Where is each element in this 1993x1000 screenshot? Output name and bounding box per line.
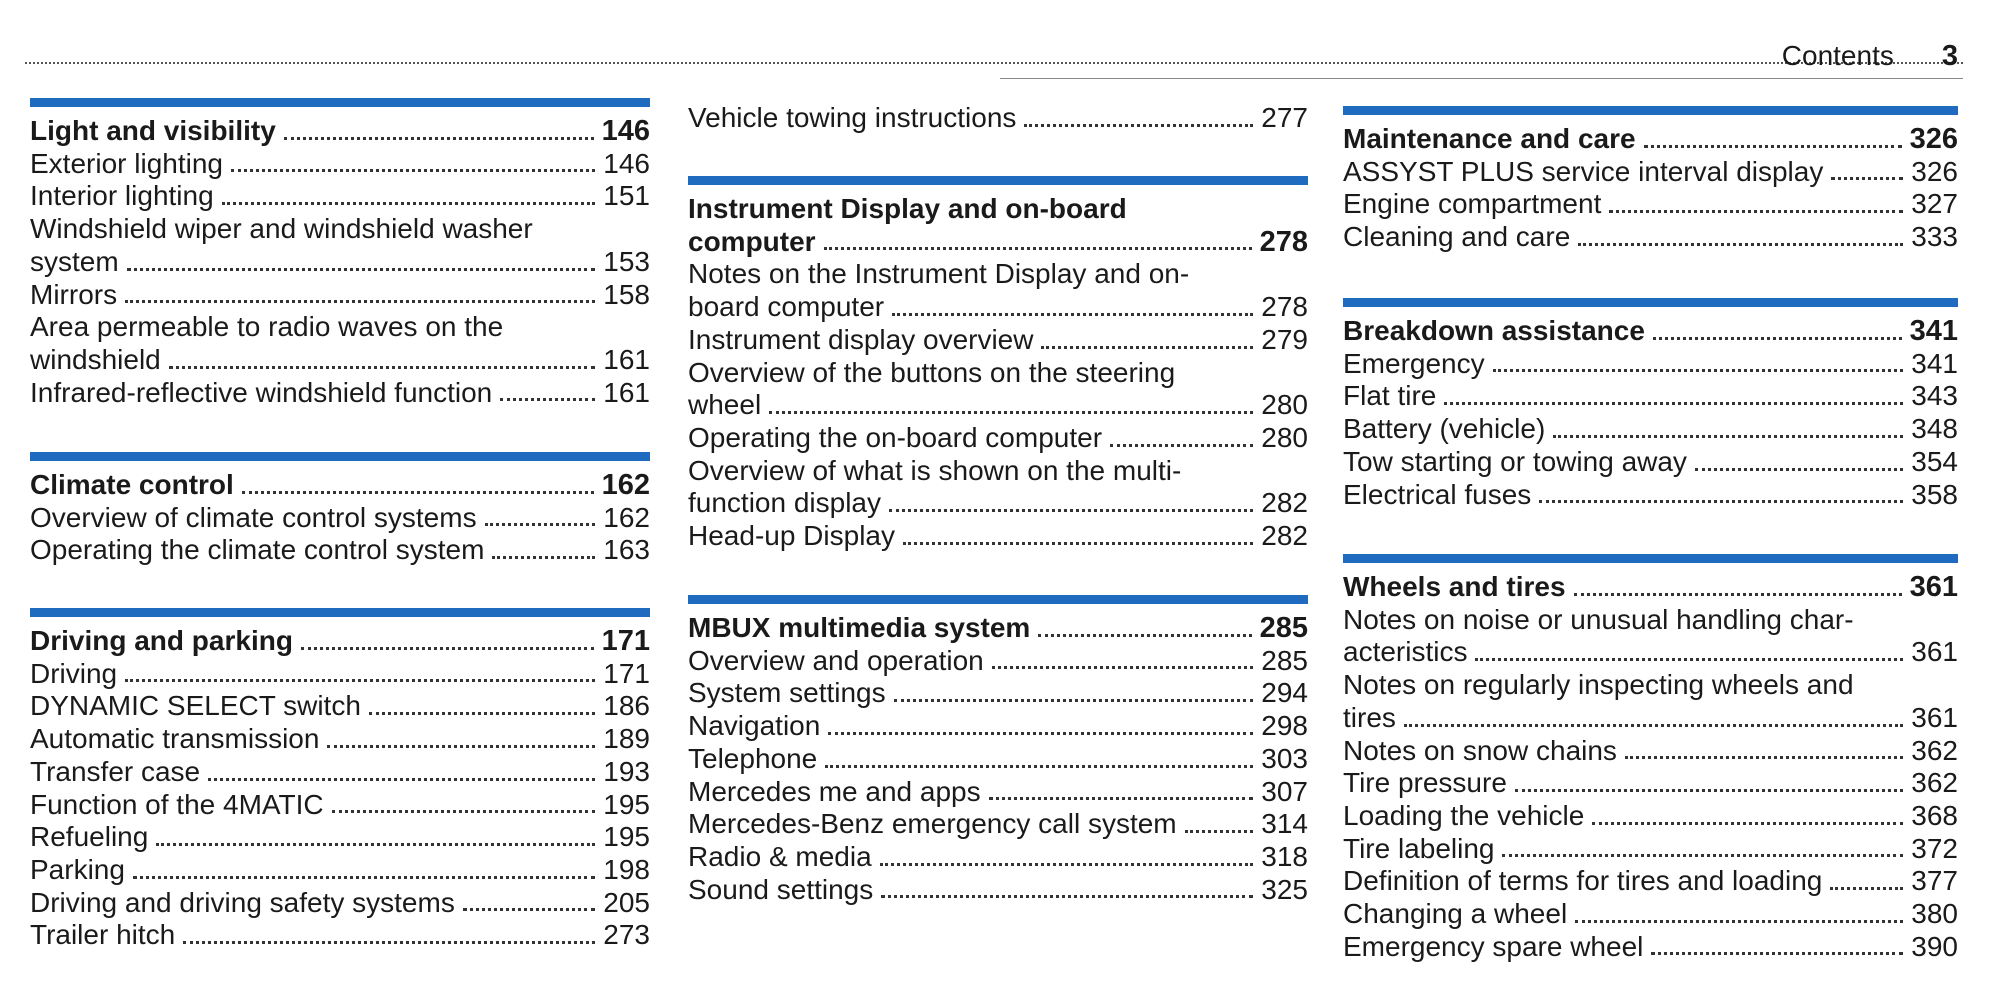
entry-title: Definition of terms for tires and loading [1343, 865, 1823, 897]
dot-leader [125, 679, 595, 682]
entry-page-number: 326 [1909, 123, 1958, 155]
entry-page-number: 163 [603, 534, 650, 566]
dot-leader [1404, 724, 1903, 727]
entry-title: Maintenance and care [1343, 123, 1636, 154]
dot-leader [492, 556, 595, 559]
dot-leader [769, 411, 1253, 414]
entry-page-number: 146 [601, 115, 650, 147]
dot-leader [824, 247, 1252, 250]
dot-leader [1574, 593, 1902, 596]
entry-title: Transfer case [30, 755, 201, 787]
toc-entry[interactable] [1343, 735, 1958, 768]
dot-leader [989, 797, 1254, 800]
toc-entry[interactable] [1343, 221, 1958, 254]
toc-entry[interactable] [1343, 479, 1958, 512]
entry-page-number: 162 [603, 501, 650, 533]
toc-entry[interactable] [30, 854, 650, 887]
dot-leader [284, 137, 594, 140]
section-divider-bar [30, 452, 650, 461]
dot-leader [1653, 337, 1902, 340]
dot-leader [485, 523, 596, 526]
dot-leader [1592, 822, 1903, 825]
toc-entry[interactable] [1343, 188, 1958, 221]
entry-title: wheel [688, 389, 762, 421]
dot-leader [1575, 920, 1903, 923]
entry-page-number: 377 [1911, 865, 1958, 897]
entry-page-number: 153 [603, 245, 650, 277]
toc-entry[interactable] [30, 756, 650, 789]
entry-page-number: 279 [1261, 323, 1308, 355]
dot-leader [222, 202, 596, 205]
toc-entry[interactable] [1343, 898, 1958, 931]
toc-entry[interactable] [688, 645, 1308, 678]
entry-title: Overview and operation [688, 644, 984, 676]
toc-entry[interactable] [1343, 380, 1958, 413]
entry-title: tires [1343, 701, 1396, 733]
entry-page-number: 343 [1911, 380, 1958, 412]
entry-title: Emergency [1343, 347, 1485, 379]
entry-page-number: 303 [1261, 742, 1308, 774]
toc-entry[interactable] [1343, 348, 1958, 381]
dot-leader [208, 778, 595, 781]
entry-title: Driving [30, 657, 118, 689]
entry-title: Breakdown assistance [1343, 315, 1645, 346]
toc-entry[interactable] [1343, 636, 1958, 669]
dot-leader [231, 169, 595, 172]
dot-leader [242, 491, 594, 494]
entry-page-number: 354 [1911, 445, 1958, 477]
entry-title: Mercedes me and apps [688, 775, 981, 807]
dot-leader [327, 745, 595, 748]
dot-leader [992, 666, 1254, 669]
dot-leader [1578, 243, 1903, 246]
entry-title: Telephone [688, 742, 818, 774]
entry-title: Engine compartment [1343, 188, 1602, 220]
toc-entry[interactable] [30, 789, 650, 822]
dot-leader [1539, 500, 1903, 503]
entry-title: Mercedes-Benz emergency call system [688, 808, 1177, 840]
toc-section [688, 595, 1308, 906]
entry-page-number: 314 [1261, 808, 1308, 840]
entry-page-number: 362 [1911, 767, 1958, 799]
toc-entry[interactable] [1343, 446, 1958, 479]
entry-page-number: 285 [1261, 644, 1308, 676]
toc-section [1343, 298, 1958, 511]
dot-leader [463, 908, 595, 911]
entry-title: Loading the vehicle [1343, 799, 1585, 831]
toc-entry[interactable] [30, 148, 650, 181]
page-number: 3 [1941, 40, 1958, 72]
toc-entry[interactable] [1343, 413, 1958, 446]
dot-leader [1830, 887, 1903, 890]
section-heading[interactable] [30, 115, 650, 148]
entry-title: Tire labeling [1343, 832, 1495, 864]
toc-entry-line[interactable]: Overview of what is shown on the multi- [688, 454, 1182, 486]
entry-title: Instrument display overview [688, 323, 1034, 355]
section-divider-bar [30, 608, 650, 617]
toc-entry[interactable] [30, 658, 650, 691]
toc-entry[interactable] [1343, 156, 1958, 189]
toc-entry-line[interactable]: Notes on the Instrument Display and on- [688, 258, 1190, 290]
entry-title: Radio & media [688, 840, 872, 872]
dot-leader [1185, 830, 1254, 833]
entry-title: Head-up Display [688, 520, 895, 552]
toc-entry-line[interactable]: Area permeable to radio waves on the [30, 311, 504, 343]
entry-page-number: 205 [603, 886, 650, 918]
entry-title: function display [688, 487, 882, 519]
entry-title: Refueling [30, 821, 149, 853]
header-rule-solid [1000, 78, 1963, 79]
entry-title: Emergency spare wheel [1343, 930, 1644, 962]
toc-entry[interactable] [30, 919, 650, 952]
entry-title: Driving and driving safety systems [30, 886, 455, 918]
dot-leader [1024, 124, 1253, 127]
toc-entry[interactable] [688, 776, 1308, 809]
dot-leader [1502, 854, 1903, 857]
toc-entry[interactable] [30, 887, 650, 920]
toc-entry[interactable] [688, 808, 1308, 841]
entry-title: Notes on snow chains [1343, 734, 1617, 766]
entry-title: Overview of climate control systems [30, 501, 477, 533]
section-divider-bar [1343, 106, 1958, 115]
entry-page-number: 171 [603, 657, 650, 689]
toc-entry[interactable] [688, 291, 1308, 324]
entry-title: Sound settings [688, 873, 874, 905]
entry-page-number: 278 [1261, 291, 1308, 323]
dot-leader [825, 765, 1253, 768]
dot-leader [183, 941, 595, 944]
entry-page-number: 390 [1911, 930, 1958, 962]
entry-page-number: 341 [1911, 347, 1958, 379]
entry-page-number: 161 [603, 343, 650, 375]
header-rule [25, 62, 1963, 64]
entry-title: Parking [30, 853, 125, 885]
toc-entry[interactable] [30, 821, 650, 854]
entry-title: acteristics [1343, 636, 1468, 668]
toc-section [30, 98, 650, 409]
dot-leader [1651, 952, 1903, 955]
entry-title: MBUX multimedia system [688, 612, 1031, 643]
dot-leader [1695, 468, 1903, 471]
dot-leader [903, 542, 1253, 545]
toc-entry[interactable] [688, 841, 1308, 874]
entry-title: Operating the climate control system [30, 534, 485, 566]
section-heading[interactable] [688, 226, 1308, 259]
entry-page-number: 307 [1261, 775, 1308, 807]
entry-page-number: 282 [1261, 487, 1308, 519]
entry-page-number: 362 [1911, 734, 1958, 766]
entry-title: System settings [688, 677, 886, 709]
toc-entry[interactable] [1343, 702, 1958, 735]
entry-page-number: 294 [1261, 677, 1308, 709]
dot-leader [1444, 402, 1903, 405]
dot-leader [881, 895, 1253, 898]
dot-leader [500, 398, 595, 401]
entry-page-number: 189 [603, 723, 650, 755]
entry-title: Flat tire [1343, 380, 1437, 412]
dot-leader [1625, 756, 1903, 759]
entry-page-number: 282 [1261, 520, 1308, 552]
entry-page-number: 162 [601, 469, 650, 501]
section-heading[interactable] [30, 469, 650, 502]
toc-entry-line[interactable]: Notes on regularly inspecting wheels and [1343, 669, 1854, 701]
entry-page-number: 380 [1911, 898, 1958, 930]
dot-leader [1644, 145, 1902, 148]
section-heading[interactable] [1343, 571, 1958, 604]
dot-leader [889, 509, 1253, 512]
toc-entry[interactable] [1343, 800, 1958, 833]
dot-leader [1609, 210, 1903, 213]
dot-leader [828, 732, 1253, 735]
dot-leader [1110, 444, 1253, 447]
toc-entry-line[interactable]: Windshield wiper and windshield washer [30, 213, 533, 245]
section-heading[interactable] [1343, 123, 1958, 156]
entry-title: Operating the on-board computer [688, 421, 1103, 453]
entry-title: Navigation [688, 710, 821, 742]
entry-title: Cleaning and care [1343, 221, 1571, 253]
entry-page-number: 348 [1911, 413, 1958, 445]
toc-entry[interactable] [30, 246, 650, 279]
toc-entry[interactable] [688, 677, 1308, 710]
dot-leader [1041, 346, 1253, 349]
dot-leader [880, 863, 1254, 866]
entry-page-number: 327 [1911, 188, 1958, 220]
dot-leader [1553, 435, 1903, 438]
toc-entry-line[interactable]: Notes on noise or unusual handling char- [1343, 603, 1854, 635]
running-head [1782, 40, 1958, 73]
entry-page-number: 198 [603, 853, 650, 885]
entry-page-number: 273 [603, 919, 650, 951]
toc-entry[interactable] [30, 279, 650, 312]
toc-entry[interactable] [688, 487, 1308, 520]
entry-title: Wheels and tires [1343, 571, 1566, 602]
toc-section [1343, 106, 1958, 254]
dot-leader [1515, 789, 1903, 792]
entry-title: board computer [688, 291, 885, 323]
running-head-title: Contents [1781, 40, 1894, 71]
dot-leader [133, 876, 595, 879]
entry-page-number: 277 [1261, 102, 1308, 133]
entry-title: Function of the 4MATIC [30, 788, 324, 820]
entry-title: Driving and parking [30, 625, 293, 656]
toc-entry[interactable] [688, 102, 1308, 135]
section-heading[interactable] [30, 625, 650, 658]
entry-page-number: 341 [1909, 315, 1958, 347]
section-divider-bar [30, 98, 650, 107]
dot-leader [892, 313, 1253, 316]
dot-leader [301, 647, 594, 650]
dot-leader [1493, 369, 1904, 372]
toc-entry[interactable] [1343, 931, 1958, 964]
toc-entry[interactable] [30, 690, 650, 723]
dot-leader [1475, 658, 1903, 661]
section-divider-bar [688, 595, 1308, 604]
toc-entry[interactable] [30, 180, 650, 213]
entry-title: Changing a wheel [1343, 898, 1568, 930]
entry-page-number: 146 [603, 147, 650, 179]
dot-leader [125, 300, 595, 303]
entry-page-number: 318 [1261, 840, 1308, 872]
toc-entry[interactable] [688, 422, 1308, 455]
entry-page-number: 280 [1261, 389, 1308, 421]
entry-page-number: 372 [1911, 832, 1958, 864]
dot-leader [894, 699, 1254, 702]
section-heading[interactable] [688, 612, 1308, 645]
entry-page-number: 358 [1911, 478, 1958, 510]
toc-entry[interactable] [30, 534, 650, 567]
dot-leader [369, 712, 595, 715]
entry-title: Trailer hitch [30, 919, 176, 951]
entry-title: Mirrors [30, 278, 118, 310]
toc-entry-line[interactable]: Overview of the buttons on the steering [688, 356, 1176, 388]
entry-title: Vehicle towing instructions [688, 102, 1017, 133]
entry-title: Infrared-reflective windshield function [30, 376, 493, 408]
entry-title: Interior lighting [30, 180, 214, 212]
entry-page-number: 361 [1911, 636, 1958, 668]
section-heading-line[interactable]: Instrument Display and on-board [688, 193, 1127, 224]
entry-page-number: 195 [603, 788, 650, 820]
entry-title: Tire pressure [1343, 767, 1507, 799]
entry-page-number: 280 [1261, 421, 1308, 453]
entry-page-number: 171 [601, 625, 650, 657]
entry-page-number: 151 [603, 180, 650, 212]
dot-leader [169, 366, 596, 369]
toc-section [688, 176, 1308, 553]
toc-entry[interactable] [688, 520, 1308, 553]
entry-page-number: 326 [1911, 155, 1958, 187]
toc-entry[interactable] [1343, 865, 1958, 898]
entry-page-number: 325 [1261, 873, 1308, 905]
entry-title: system [30, 245, 119, 277]
entry-title: Light and visibility [30, 115, 276, 146]
toc-entry[interactable] [1343, 833, 1958, 866]
entry-title: ASSYST PLUS service interval display [1343, 155, 1824, 187]
entry-title: windshield [30, 343, 161, 375]
entry-title: Tow starting or towing away [1343, 445, 1687, 477]
toc-section [688, 102, 1308, 135]
section-divider-bar [688, 176, 1308, 185]
entry-title: computer [688, 225, 816, 257]
dot-leader [1038, 634, 1251, 637]
entry-page-number: 285 [1259, 612, 1308, 644]
toc-section [1343, 554, 1958, 963]
entry-page-number: 361 [1911, 701, 1958, 733]
section-divider-bar [1343, 554, 1958, 563]
toc-entry[interactable] [688, 324, 1308, 357]
toc-entry[interactable] [688, 389, 1308, 422]
section-heading[interactable] [1343, 315, 1958, 348]
toc-entry[interactable] [30, 377, 650, 410]
entry-title: Exterior lighting [30, 147, 223, 179]
toc-entry[interactable] [688, 743, 1308, 776]
toc-section [30, 608, 650, 952]
entry-title: Climate control [30, 469, 234, 500]
entry-page-number: 161 [603, 376, 650, 408]
toc-entry[interactable] [688, 710, 1308, 743]
dot-leader [127, 268, 596, 271]
entry-page-number: 186 [603, 690, 650, 722]
section-divider-bar [1343, 298, 1958, 307]
entry-page-number: 361 [1909, 571, 1958, 603]
entry-page-number: 278 [1259, 225, 1308, 258]
entry-title: Automatic transmission [30, 723, 320, 755]
toc-entry[interactable] [30, 344, 650, 377]
dot-leader [156, 843, 595, 846]
toc-entry[interactable] [1343, 767, 1958, 800]
entry-title: DYNAMIC SELECT switch [30, 690, 361, 722]
dot-leader [332, 810, 596, 813]
entry-page-number: 158 [603, 278, 650, 310]
toc-entry[interactable] [688, 874, 1308, 907]
toc-entry[interactable] [30, 502, 650, 535]
entry-page-number: 195 [603, 821, 650, 853]
toc-section [30, 452, 650, 567]
toc-entry[interactable] [30, 723, 650, 756]
entry-page-number: 368 [1911, 799, 1958, 831]
entry-page-number: 333 [1911, 221, 1958, 253]
dot-leader [1831, 177, 1903, 180]
entry-page-number: 298 [1261, 710, 1308, 742]
entry-title: Electrical fuses [1343, 478, 1532, 510]
entry-title: Battery (vehicle) [1343, 413, 1546, 445]
entry-page-number: 193 [603, 755, 650, 787]
